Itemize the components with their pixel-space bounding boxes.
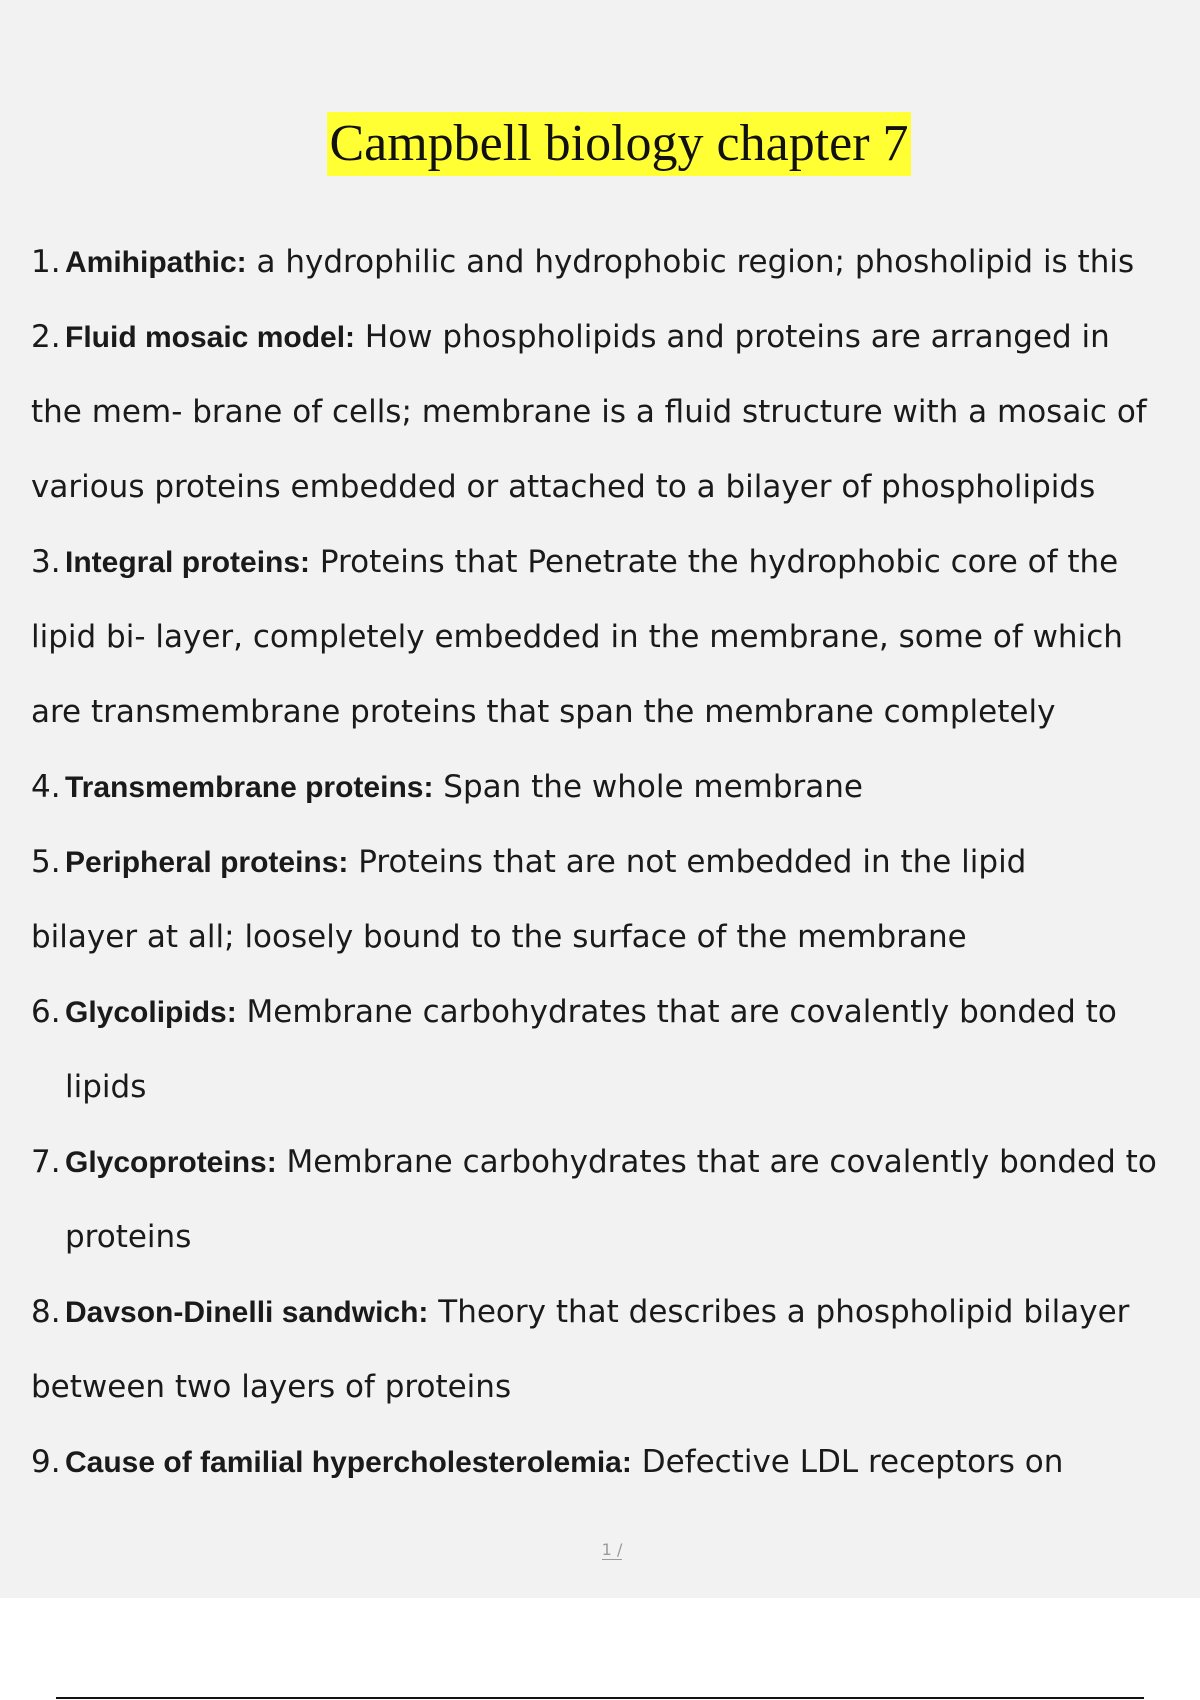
list-item-number: 8.: [31, 1294, 61, 1330]
term-label: Integral proteins:: [65, 546, 311, 579]
list-item-first-line: [31, 525, 1200, 600]
list-item: [31, 975, 1200, 1125]
term-definition-continued: lipids: [65, 1069, 147, 1105]
term-definition-continued: bilayer at all; loosely bound to the surface of the membrane: [31, 919, 967, 955]
list-item-first-line: [31, 1425, 1200, 1500]
page-number: [0, 1540, 1200, 1559]
term-definition-continued: are transmembrane proteins that span the membrane completely: [31, 694, 1056, 730]
list-item-number: 4.: [31, 769, 61, 805]
list-item: [31, 825, 1200, 975]
document-title: Campbell biology chapter 7: [327, 112, 910, 176]
list-item-number: 7.: [31, 1144, 61, 1180]
list-item-first-line: [31, 225, 1200, 300]
term-list: [31, 225, 1200, 1500]
page-number-label: 1 /: [601, 1540, 623, 1559]
term-definition: Proteins that are not embedded in the lipid: [348, 844, 1027, 880]
term-label: Glycoproteins:: [65, 1146, 277, 1179]
term-definition: Membrane carbohydrates that are covalently bonded to: [276, 1144, 1157, 1180]
list-item: [31, 300, 1200, 525]
list-item-first-line: [31, 975, 1200, 1050]
term-definition: Span the whole membrane: [433, 769, 863, 805]
term-definition: Membrane carbohydrates that are covalently bonded to: [236, 994, 1117, 1030]
term-label: Fluid mosaic model:: [65, 321, 356, 354]
list-item-number: 3.: [31, 544, 61, 580]
term-definition: Proteins that Penetrate the hydrophobic core of the: [310, 544, 1119, 580]
list-item-first-line: [31, 1125, 1200, 1200]
list-item-first-line: [31, 1275, 1200, 1350]
term-label: Davson-Dinelli sandwich:: [65, 1296, 429, 1329]
list-item: [31, 1125, 1200, 1275]
list-item-first-line: [31, 750, 1200, 825]
list-item-number: 5.: [31, 844, 61, 880]
list-item-number: 9.: [31, 1444, 61, 1480]
list-item-number: 6.: [31, 994, 61, 1030]
list-item-first-line: [31, 300, 1200, 375]
list-item-number: 2.: [31, 319, 61, 355]
list-item-first-line: [31, 825, 1200, 900]
term-definition: How phospholipids and proteins are arranged in: [355, 319, 1110, 355]
list-item: [31, 1275, 1200, 1425]
list-item: [31, 225, 1200, 300]
list-item: [31, 1425, 1200, 1500]
term-definition: Theory that describes a phospholipid bilayer: [428, 1294, 1130, 1330]
term-label: Cause of familial hypercholesterolemia:: [65, 1446, 632, 1479]
term-label: Peripheral proteins:: [65, 846, 349, 879]
term-definition-continued: the mem- brane of cells; membrane is a fluid structure with a mosaic of: [31, 394, 1147, 430]
list-item: [31, 525, 1200, 750]
term-definition: Defective LDL receptors on: [631, 1444, 1064, 1480]
term-label: Glycolipids:: [65, 996, 237, 1029]
term-definition-continued: proteins: [65, 1219, 192, 1255]
term-definition: a hydrophilic and hydrophobic region; phosholipid is this: [246, 244, 1135, 280]
term-label: Transmembrane proteins:: [65, 771, 434, 804]
list-item: [31, 750, 1200, 825]
title-container: [0, 112, 1200, 176]
term-label: Amihipathic:: [65, 246, 247, 279]
term-definition-continued: lipid bi- layer, completely embedded in the membrane, some of which: [31, 619, 1123, 655]
next-page-divider: [56, 1697, 1144, 1699]
term-definition-continued: various proteins embedded or attached to a bilayer of phospholipids: [31, 469, 1096, 505]
term-definition-continued: between two layers of proteins: [31, 1369, 512, 1405]
list-item-number: 1.: [31, 244, 61, 280]
